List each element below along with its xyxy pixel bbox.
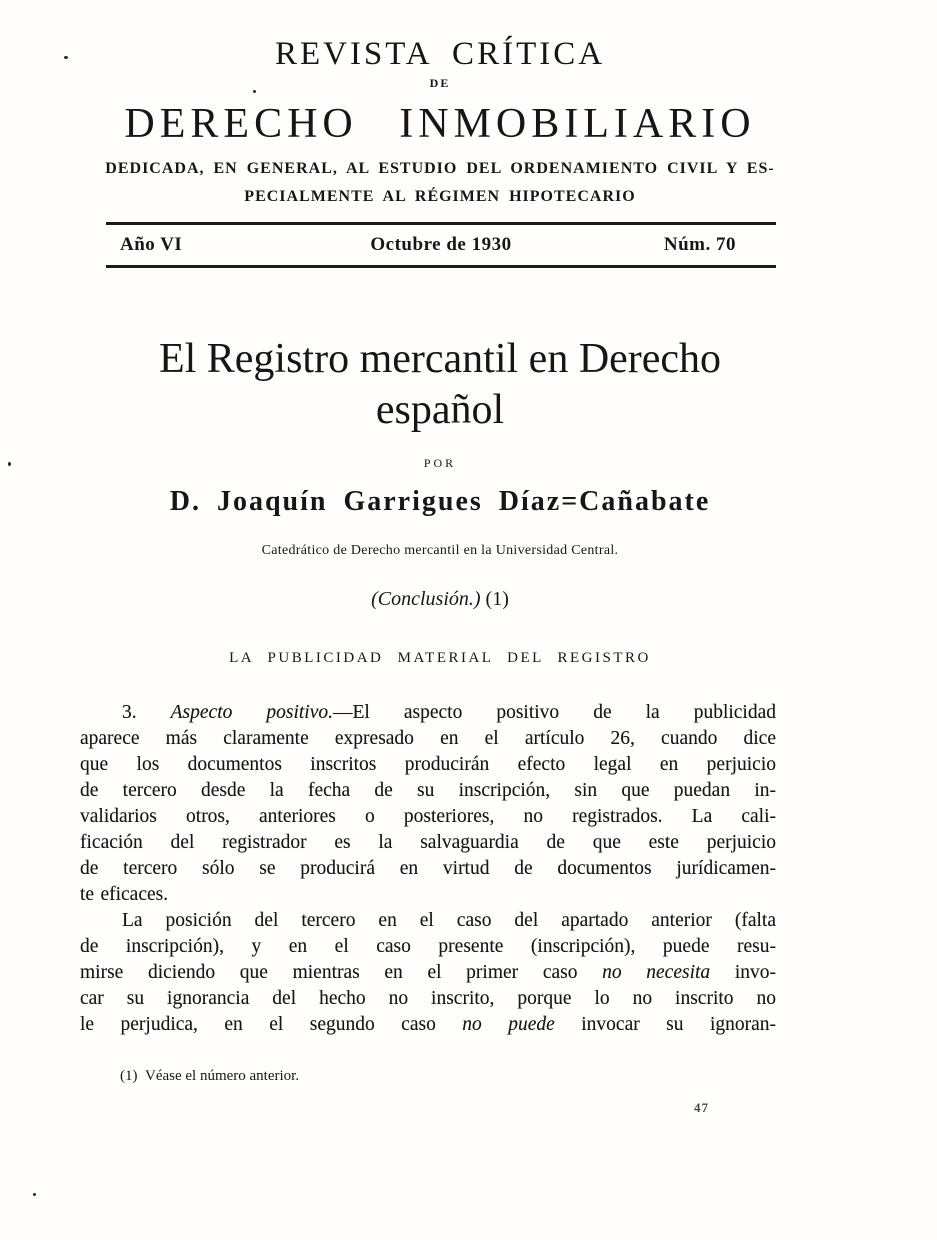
footnote: (1) Véase el número anterior. xyxy=(120,1068,300,1084)
author-role: Catedrático de Derecho mercantil en la Universidad Central. xyxy=(261,543,619,558)
text-line: de tercero desde la fecha de su inscripción, sin que puedan in- xyxy=(80,780,776,801)
paragraph-1 xyxy=(80,700,776,908)
article-title-line2: español xyxy=(375,387,505,433)
scan-speck xyxy=(8,462,11,466)
paragraph-2 xyxy=(80,908,776,1038)
journal-dedication-line1: DEDICADA, EN GENERAL, AL ESTUDIO DEL ORDENAMIENTO CIVIL Y ES- xyxy=(105,160,775,177)
issue-info-bar xyxy=(106,222,776,268)
journal-title-top: REVISTA CRÍTICA xyxy=(274,36,606,72)
section-heading: LA PUBLICIDAD MATERIAL DEL REGISTRO xyxy=(229,650,651,666)
text-line: car su ignorancia del hecho no inscrito, porque lo no inscrito no xyxy=(80,988,776,1009)
continuation-note-roman: (1) xyxy=(485,588,509,610)
text-line: de inscripción), y en el caso presente (inscripción), puede resu- xyxy=(80,936,776,957)
author-name: D. Joaquín Garrigues Díaz=Cañabate xyxy=(169,486,711,517)
journal-name: DERECHO INMOBILIARIO xyxy=(124,101,756,147)
page-number: 47 xyxy=(694,1100,709,1115)
article-title-line1: El Registro mercantil en Derecho xyxy=(158,336,722,382)
article-body xyxy=(80,700,776,1038)
article-title xyxy=(90,334,790,436)
text-line: que los documentos inscritos producirán efecto legal en perjuicio xyxy=(80,754,776,775)
continuation-note-italic: (Conclusión.) xyxy=(371,588,481,610)
issue-number: Núm. 70 xyxy=(663,234,736,255)
text-line: de tercero sólo se producirá en virtud de documentos jurídicamen- xyxy=(80,858,776,879)
text-line: aparece más claramente expresado en el artículo 26, cuando dice xyxy=(80,728,776,749)
journal-dedication-line2: PECIALMENTE AL RÉGIMEN HIPOTECARIO xyxy=(244,188,636,205)
scan-speck xyxy=(33,1193,36,1196)
text-line: La posición del tercero en el caso del apartado anterior (falta xyxy=(122,910,776,931)
issue-year: Año VI xyxy=(120,234,183,255)
text-line: ficación del registrador es la salvaguardia de que este perjuicio xyxy=(80,832,776,853)
journal-title-connector: DE xyxy=(429,76,451,90)
text-line: validarios otros, anteriores o posteriores, no registrados. La cali- xyxy=(80,806,776,827)
scan-speck xyxy=(253,90,256,93)
text-line: 3. Aspecto positivo.—El aspecto positivo de la publicidad xyxy=(122,702,777,723)
text-line: te eficaces. xyxy=(80,884,169,905)
continuation-note xyxy=(90,588,790,611)
issue-date: Octubre de 1930 xyxy=(370,234,512,255)
text-line: mirse diciendo que mientras en el primer caso no necesita invo- xyxy=(80,962,776,983)
byline-label: POR xyxy=(423,456,457,470)
scan-speck xyxy=(64,56,68,59)
text-line: le perjudica, en el segundo caso no puede invocar su ignoran- xyxy=(80,1014,776,1035)
